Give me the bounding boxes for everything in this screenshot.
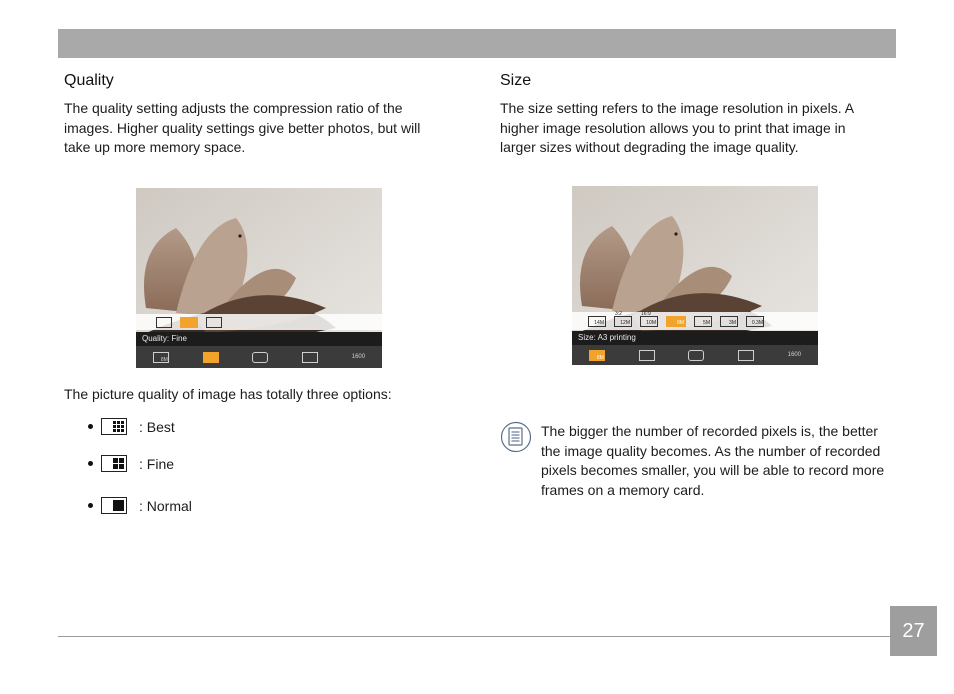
quality-heading: Quality: [64, 72, 114, 89]
size-14m-icon: 14M: [588, 316, 606, 327]
quality-fine-icon: [101, 455, 127, 472]
metering-menu-icon: [688, 350, 704, 361]
quality-best-icon: [156, 317, 172, 328]
iso-menu-icon: 1600: [351, 354, 366, 360]
size-heading: Size: [500, 72, 532, 89]
bullet-icon: [88, 461, 93, 466]
iso-menu-icon: 1600: [787, 352, 802, 358]
size-menu-icon: 8M: [153, 352, 169, 363]
page-number: 27: [890, 606, 937, 656]
quality-normal-icon: [101, 497, 127, 514]
quality-status-text: Quality: Fine: [136, 332, 382, 346]
size-menu-icon: 8M: [589, 350, 605, 361]
quality-option-label: : Best: [139, 418, 175, 435]
header-bar: [58, 29, 896, 58]
size-menu-icon-row: [572, 345, 818, 365]
quality-menu-icon: [203, 352, 219, 363]
size-body: The size setting refers to the image resolution in pixels. A higher image resolution allows you to print that image in larger sizes without degrading the image quality.: [500, 100, 854, 156]
size-5m-icon: 5M: [694, 316, 712, 327]
size-screen-image: [572, 186, 818, 365]
size-12m-icon: 12M 3:2: [615, 310, 630, 326]
metering-menu-icon: [252, 352, 268, 363]
quality-option-label: : Fine: [139, 455, 175, 472]
quality-fine-icon: [180, 317, 198, 328]
size-note-text: The bigger the number of recorded pixels is, the better the image quality becomes. As the number of recorded pixels becomes smaller, you will be able to record more frames on a memory card.: [541, 423, 885, 498]
quality-best-icon: [101, 418, 127, 435]
quality-options-intro: The picture quality of image has totally three options:: [64, 386, 392, 402]
size-3m-icon: 3M: [720, 316, 738, 327]
quality-option-label: : Normal: [139, 497, 192, 514]
size-option-row: [572, 312, 818, 330]
size-0-3m-icon: 0.3M: [746, 316, 764, 327]
bullet-icon: [88, 503, 93, 508]
quality-menu-icon: [639, 350, 655, 361]
size-10m-icon: 10M 16:9: [641, 310, 656, 326]
quality-normal-icon: [206, 317, 222, 328]
quality-screen-image: [136, 188, 382, 368]
quality-option-row: [136, 314, 382, 330]
quality-body: The quality setting adjusts the compression ratio of the images. Higher quality settings give better photos, but will take up more memory space.: [64, 100, 421, 156]
size-8m-icon: 8M: [666, 316, 686, 327]
quality-option-normal: [88, 497, 192, 514]
bullet-icon: [88, 424, 93, 429]
quality-option-best: [88, 418, 175, 435]
size-status-text: Size: A3 printing: [572, 331, 818, 345]
note-icon: [500, 421, 532, 453]
quality-menu-icon-row: [136, 346, 382, 368]
drive-menu-icon: [738, 350, 754, 361]
footer-divider: [58, 636, 890, 637]
quality-option-fine: [88, 455, 174, 472]
drive-menu-icon: [302, 352, 318, 363]
